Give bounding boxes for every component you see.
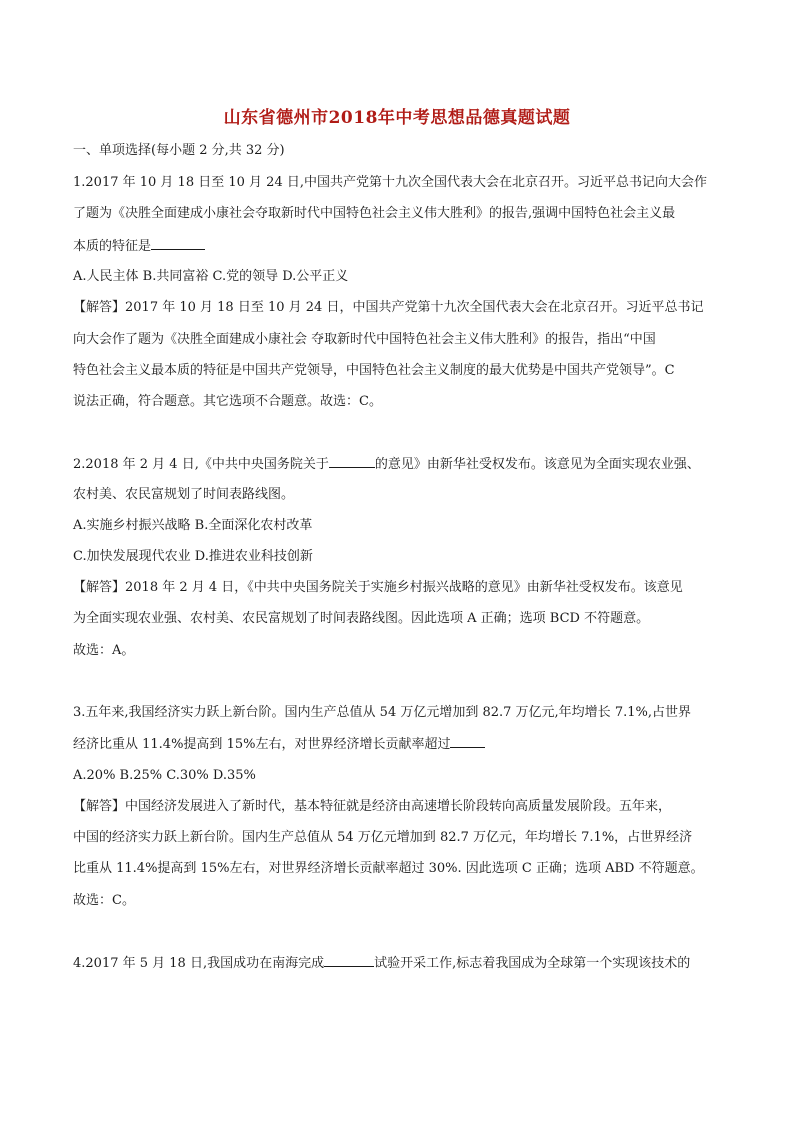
q2-stem-text-a: 2.2018 年 2 月 4 日,《中共中央国务院关于 — [73, 457, 329, 472]
q1-stem-line-1: 1.2017 年 10 月 18 日至 10 月 24 日,中国共产党第十九次全国代表大会在北京召开。习近平总书记向大会作 — [73, 175, 707, 190]
q2-answer-line-1: 【解答】2018 年 2 月 4 日，《中共中央国务院关于实施乡村振兴战略的意见》由新华社受权发布。该意见 — [73, 580, 683, 595]
q3-stem-text: 经济比重从 11.4%提高到 15%左右，对世界经济增长贡献率超过 — [73, 737, 451, 752]
q4-stem-text-b: 试验开采工作,标志着我国成为全球第一个实现该技术的 — [374, 956, 691, 971]
q2-options-line-2: C.加快发展现代农业 D.推进农业科技创新 — [73, 549, 313, 564]
q2-answer-line-2: 为全面实现农业强、农村美、农民富规划了时间表路线图。因此选项 A 正确；选项 BCD 不符题意。 — [73, 611, 650, 626]
q4-stem-line-1 — [73, 953, 733, 974]
q4-stem-text-a: 4.2017 年 5 月 18 日,我国成功在南海完成 — [73, 956, 325, 971]
q3-answer-line-4: 故选：C。 — [73, 893, 135, 908]
section-heading: 一、单项选择(每小题 2 分,共 32 分) — [73, 143, 285, 158]
q3-options: A.20% B.25% C.30% D.35% — [73, 768, 256, 783]
q1-answer-line-1: 【解答】2017 年 10 月 18 日至 10 月 24 日，中国共产党第十九次全国代表大会在北京召开。习近平总书记 — [73, 300, 704, 315]
q1-answer-blank — [151, 236, 205, 250]
q2-options-line-1: A.实施乡村振兴战略 B.全面深化农村改革 — [73, 518, 313, 533]
q1-answer-line-3: 特色社会主义最本质的特征是中国共产党领导，中国特色社会主义制度的最大优势是中国共产党领导”。C — [73, 363, 675, 378]
q1-options: A.人民主体 B.共同富裕 C.党的领导 D.公平正义 — [73, 269, 349, 284]
q1-stem-text: 本质的特征是 — [73, 239, 152, 254]
q1-answer-line-4: 说法正确，符合题意。其它选项不合题意。故选：C。 — [73, 394, 382, 409]
q3-answer-blank — [450, 734, 485, 748]
q3-answer-line-2: 中国的经济实力跃上新台阶。国内生产总值从 54 万亿元增加到 82.7 万亿元，年均增长 7.1%，占世界经济 — [73, 830, 693, 845]
q3-answer-line-1: 【解答】中国经济发展进入了新时代，基本特征就是经济由高速增长阶段转向高质量发展阶段。五年来， — [73, 799, 672, 814]
q2-stem-line-2: 农村美、农民富规划了时间表路线图。 — [73, 487, 295, 502]
q1-stem-line-3 — [73, 236, 733, 257]
document-title: 山东省德州市2018年中考思想品德真题试题 — [223, 108, 571, 128]
q2-stem-text-b: 的意见》由新华社受权发布。该意见为全面实现农业强、 — [374, 457, 700, 472]
q3-stem-line-2 — [73, 734, 733, 755]
q2-stem-line-1 — [73, 454, 733, 475]
q3-answer-line-3: 比重从 11.4%提高到 15%左右，对世界经济增长贡献率超过 30%. 因此选项 C 正确；选项 ABD 不符题意。 — [73, 861, 704, 876]
q1-stem-line-2: 了题为《决胜全面建成小康社会夺取新时代中国特色社会主义伟大胜利》的报告,强调中国特色社会主义最 — [73, 206, 676, 221]
q2-answer-blank — [329, 454, 375, 468]
q3-stem-line-1: 3.五年来,我国经济实力跃上新台阶。国内生产总值从 54 万亿元增加到 82.7 万亿元,年均增长 7.1%,占世界 — [73, 705, 691, 720]
q4-answer-blank — [324, 953, 374, 967]
q1-answer-line-2: 向大会作了题为《决胜全面建成小康社会 夺取新时代中国特色社会主义伟大胜利》的报告，指出“中国 — [73, 332, 656, 347]
q2-answer-line-3: 故选：A。 — [73, 643, 135, 658]
